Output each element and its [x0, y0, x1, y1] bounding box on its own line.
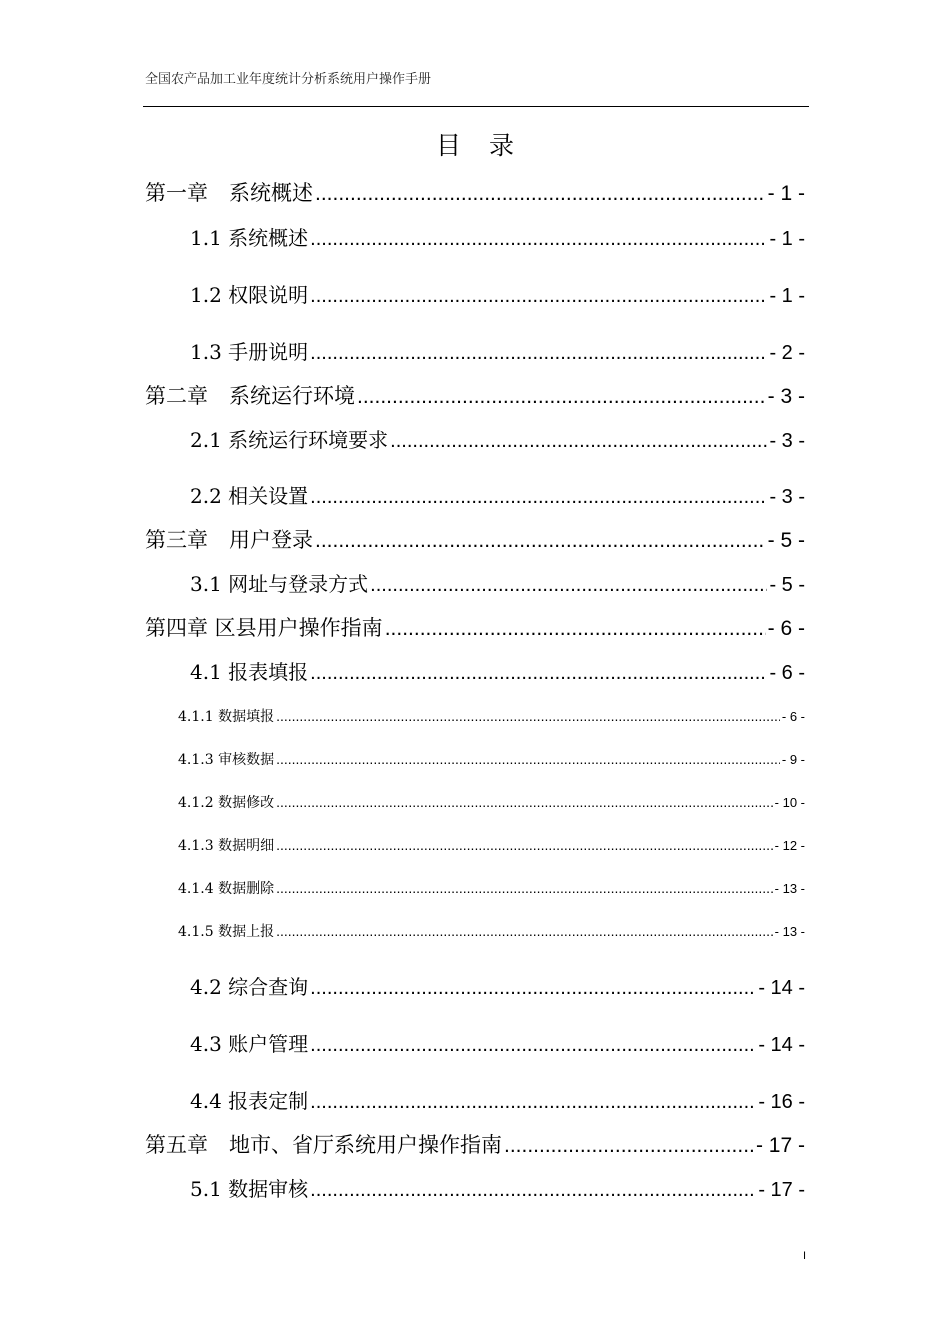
- toc-entry-page: - 1 -: [769, 285, 805, 307]
- toc-leader-dots: [276, 751, 780, 767]
- toc-entry-label: 4.3 账户管理: [190, 1032, 309, 1056]
- toc-leader-dots: [310, 1091, 756, 1114]
- toc-entry-page: - 6 -: [781, 709, 805, 724]
- toc-leader-dots: [357, 385, 766, 409]
- toc-entry-chapter-5[interactable]: [145, 1129, 805, 1159]
- toc-entry-page: - 9 -: [781, 752, 805, 767]
- toc-entry-page: - 14 -: [758, 977, 805, 999]
- toc-entry-label: 4.2 综合查询: [190, 975, 309, 999]
- toc-entry-page: - 3 -: [769, 486, 805, 508]
- toc-entry-1-1[interactable]: [190, 222, 805, 251]
- toc-entry-label: 4.1.1 数据填报: [178, 709, 275, 725]
- toc-entry-page: - 17 -: [755, 1134, 805, 1157]
- toc-leader-dots: [310, 342, 767, 365]
- toc-entry-page: - 16 -: [758, 1091, 805, 1113]
- toc-entry-label: 3.1 网址与登录方式: [190, 572, 369, 596]
- toc-leader-dots: [315, 182, 766, 206]
- toc-entry-label: 4.1.4 数据删除: [178, 881, 275, 897]
- toc-entry-chapter-1[interactable]: [145, 177, 805, 207]
- toc-leader-dots: [385, 617, 766, 641]
- toc-entry-5-1[interactable]: [190, 1173, 805, 1202]
- toc-entry-page: - 13 -: [774, 881, 805, 896]
- toc-entry-page: - 6 -: [769, 662, 805, 684]
- toc-entry-4-1-2[interactable]: [178, 792, 805, 812]
- toc-leader-dots: [310, 285, 767, 308]
- toc-leader-dots: [276, 708, 780, 724]
- toc-entry-4-3[interactable]: [190, 1028, 805, 1057]
- toc-entry-4-4[interactable]: [190, 1085, 805, 1114]
- toc-entry-page: - 3 -: [767, 385, 805, 408]
- toc-entry-page: - 13 -: [774, 924, 805, 939]
- toc-entry-1-2[interactable]: [190, 279, 805, 308]
- toc-entry-chapter-2[interactable]: [145, 380, 805, 410]
- toc-entry-1-3[interactable]: [190, 336, 805, 365]
- toc-entry-label: 4.1.5 数据上报: [178, 924, 275, 940]
- toc-entry-page: - 3 -: [769, 430, 805, 452]
- toc-entry-page: - 2 -: [769, 342, 805, 364]
- toc-entry-label: 2.1 系统运行环境要求: [190, 428, 389, 452]
- toc-entry-4-1-5[interactable]: [178, 921, 805, 941]
- header-rule: [143, 106, 809, 107]
- toc-entry-label: 4.1.3 数据明细: [178, 838, 275, 854]
- toc-leader-dots: [315, 529, 766, 553]
- toc-entry-page: - 5 -: [769, 574, 805, 596]
- toc-leader-dots: [310, 1034, 756, 1057]
- toc-entry-page: - 14 -: [758, 1034, 805, 1056]
- toc-entry-page: - 1 -: [769, 228, 805, 250]
- toc-entry-label: 4.1 报表填报: [190, 660, 309, 684]
- toc-entry-label: 第三章 用户登录: [145, 528, 313, 552]
- toc-entry-label: 第五章 地市、省厅系统用户操作指南: [145, 1133, 502, 1157]
- toc-entry-label: 第四章 区县用户操作指南: [145, 616, 383, 640]
- footer-page-number: I: [803, 1250, 807, 1262]
- toc-entry-label: 4.1.2 数据修改: [178, 795, 275, 811]
- toc-leader-dots: [310, 486, 767, 509]
- toc-leader-dots: [276, 923, 773, 939]
- toc-entry-chapter-3[interactable]: [145, 524, 805, 554]
- toc-entry-chapter-4[interactable]: [145, 612, 805, 642]
- toc-leader-dots: [276, 880, 773, 896]
- toc-entry-2-2[interactable]: [190, 480, 805, 509]
- toc-leader-dots: [310, 977, 756, 1000]
- toc-entry-3-1[interactable]: [190, 568, 805, 597]
- toc-entry-4-1[interactable]: [190, 656, 805, 685]
- toc-leader-dots: [504, 1134, 754, 1158]
- toc-entry-label: 4.4 报表定制: [190, 1089, 309, 1113]
- toc-entry-4-1-4[interactable]: [178, 878, 805, 898]
- toc-entry-2-1[interactable]: [190, 424, 805, 453]
- toc-entry-page: - 5 -: [767, 529, 805, 552]
- toc-entry-4-1-3-review[interactable]: [178, 749, 805, 769]
- toc-entry-label: 1.1 系统概述: [190, 226, 309, 250]
- toc-entry-page: - 6 -: [767, 617, 805, 640]
- toc-entry-label: 第二章 系统运行环境: [145, 384, 355, 408]
- toc-entry-4-1-3-detail[interactable]: [178, 835, 805, 855]
- toc-leader-dots: [390, 430, 767, 453]
- toc-title: 目录: [435, 131, 542, 160]
- toc-entry-4-1-1[interactable]: [178, 706, 805, 726]
- toc-leader-dots: [310, 228, 767, 251]
- toc-entry-label: 1.2 权限说明: [190, 283, 309, 307]
- toc-entry-4-2[interactable]: [190, 971, 805, 1000]
- toc-entry-page: - 10 -: [774, 795, 805, 810]
- toc-entry-label: 1.3 手册说明: [190, 340, 309, 364]
- running-header: 全国农产品加工业年度统计分析系统用户操作手册: [145, 72, 432, 87]
- toc-entry-label: 第一章 系统概述: [145, 181, 313, 205]
- toc-leader-dots: [276, 837, 773, 853]
- toc-entry-page: - 17 -: [758, 1179, 805, 1201]
- toc-leader-dots: [276, 794, 773, 810]
- toc-entry-label: 2.2 相关设置: [190, 484, 309, 508]
- toc-leader-dots: [310, 662, 767, 685]
- toc-leader-dots: [310, 1179, 756, 1202]
- toc-entry-label: 4.1.3 审核数据: [178, 752, 275, 768]
- toc-leader-dots: [370, 574, 767, 597]
- toc-entry-page: - 1 -: [767, 182, 805, 205]
- toc-entry-label: 5.1 数据审核: [190, 1177, 309, 1201]
- toc-entry-page: - 12 -: [774, 838, 805, 853]
